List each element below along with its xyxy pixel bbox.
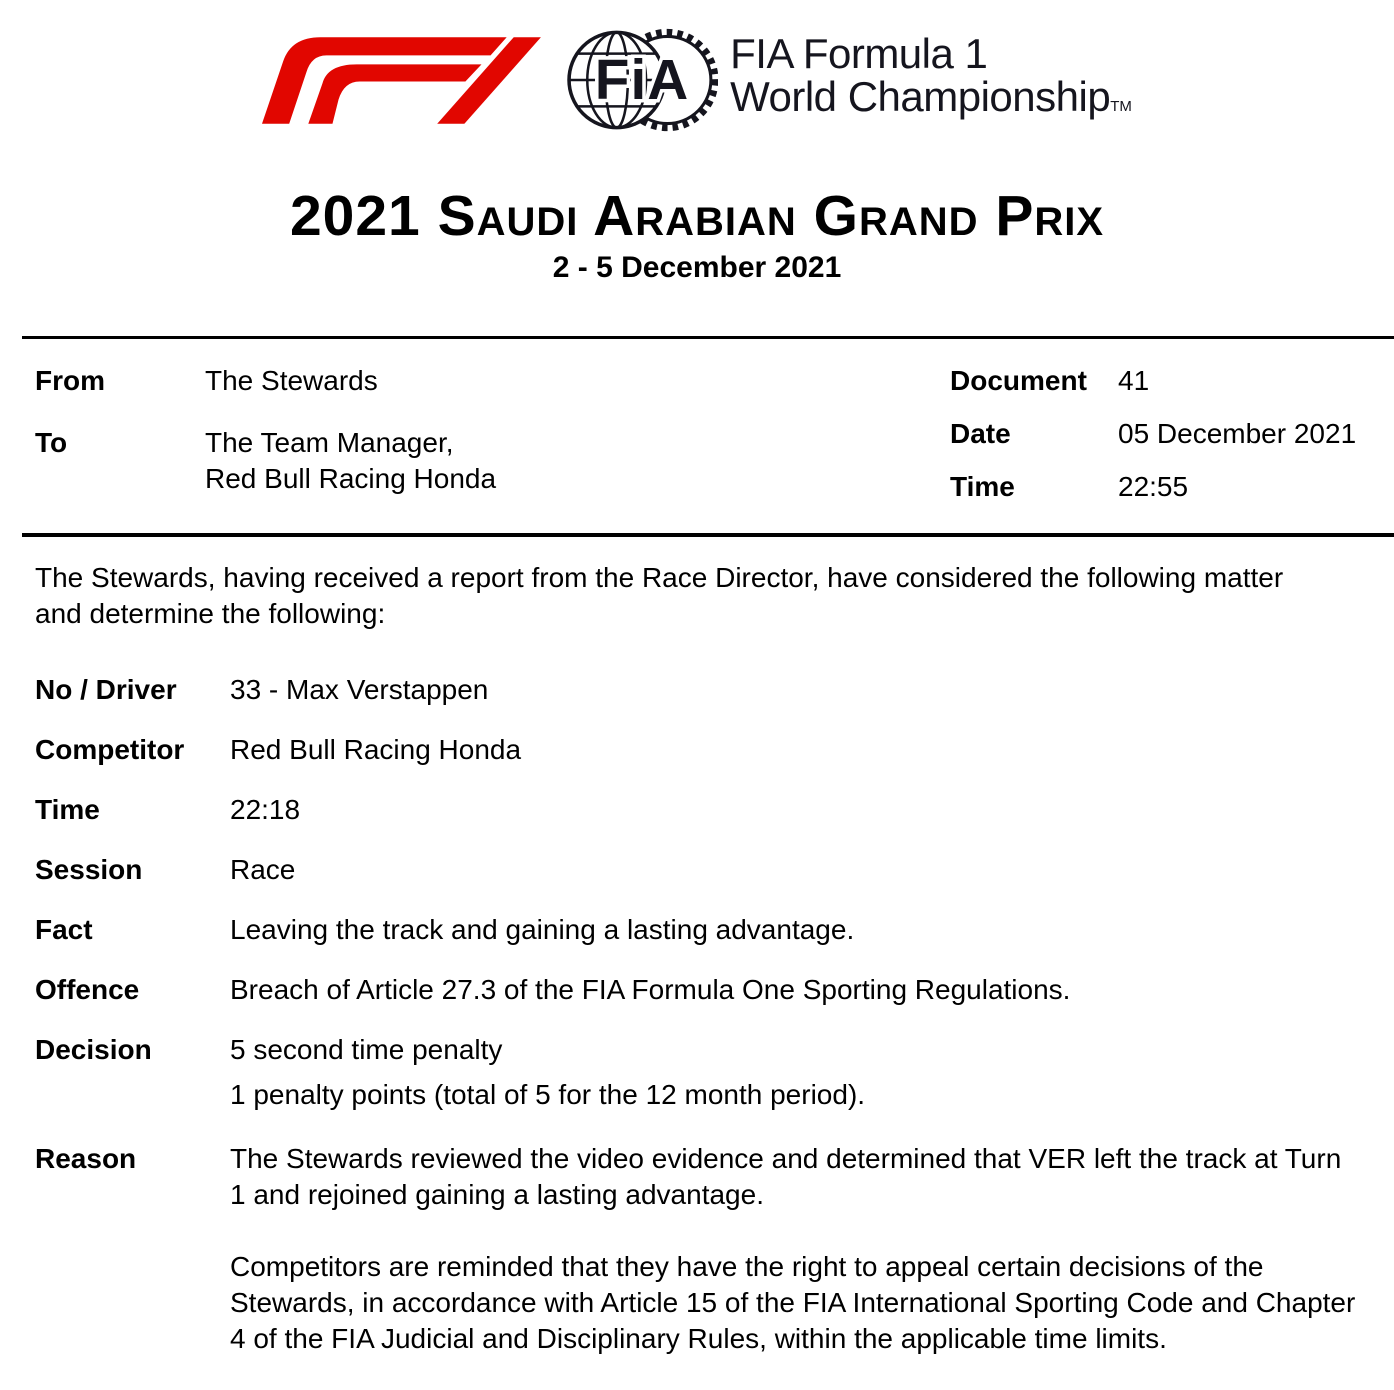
- field-time: Time 22:18: [35, 794, 301, 825]
- date-label: Date: [950, 418, 1011, 449]
- to-label: To: [35, 426, 68, 458]
- event-dates: 2 - 5 December 2021: [552, 251, 842, 284]
- brand-line1: FIA Formula 1: [730, 30, 988, 77]
- from-label: From: [35, 365, 105, 396]
- from-value: The Stewards: [205, 365, 378, 396]
- meta-right: [950, 363, 1394, 505]
- time-label: Time: [950, 471, 1015, 502]
- f1-logo-icon: [262, 30, 554, 131]
- trademark: TM: [1110, 98, 1132, 115]
- brand-line2: World ChampionshipTM: [730, 73, 1132, 120]
- document-value: 41: [1118, 365, 1150, 396]
- decision-line1: 5 second time penalty: [230, 1034, 503, 1065]
- to-value: The Team Manager, Red Bull Racing Honda: [205, 426, 497, 494]
- reason-paragraph-2: Competitors are reminded that they have the right to appeal certain decisions of the Stewards, in accordance with Article 15 of the FIA International Sporting Code and Chapter 4 of the FIA Judicial and Disciplinary Rules, within the applicable time limits.: [230, 1251, 1356, 1354]
- field-offence: Offence Breach of Article 27.3 of the FIA Formula One Sporting Regulations.: [35, 974, 1071, 1005]
- fia-monogram: FiA: [594, 49, 690, 113]
- field-session: Session Race: [35, 854, 296, 885]
- event-title: 2021 Saudi Arabian Grand Prix: [289, 184, 1105, 248]
- field-decision: Decision 5 second time penalty 1 penalty points (total of 5 for the 12 month period).: [35, 1032, 1359, 1113]
- brand-text: [730, 32, 1132, 128]
- meta-left: [35, 363, 496, 505]
- meta-section: [0, 339, 1394, 505]
- decision-content: [0, 560, 1394, 1357]
- field-reason: Reason The Stewards reviewed the video evidence and determined that VER left the track at Turn 1 and rejoined gaining a lasting advantage. Competitors are reminded that they have the right to appeal certain decisions of the Stewards, in accordance with Article 15 of the FIA International Sporting Code and Chapter 4 of the FIA Judicial and Disciplinary Rules, within the applicable time limits.: [35, 1141, 1359, 1357]
- divider-bottom: [22, 533, 1394, 537]
- fia-logo-icon: [566, 27, 718, 133]
- document-label: Document: [950, 365, 1087, 396]
- reason-paragraph-1: The Stewards reviewed the video evidence and determined that VER left the track at Turn 1 and rejoined gaining a lasting advantage.: [230, 1143, 1342, 1210]
- time-value: 22:55: [1118, 471, 1189, 502]
- decision-line2: 1 penalty points (total of 5 for the 12 month period).: [230, 1079, 866, 1110]
- header-logo-row: [0, 24, 1394, 136]
- fia-decision-document: [0, 24, 1394, 1390]
- field-fact: Fact Leaving the track and gaining a lasting advantage.: [35, 914, 855, 945]
- intro-paragraph: The Stewards, having received a report from the Race Director, have considered the following matter and determine the following:: [35, 562, 1284, 629]
- date-value: 05 December 2021: [1118, 418, 1357, 449]
- field-competitor: Competitor Red Bull Racing Honda: [35, 734, 522, 765]
- field-no-driver: No / Driver 33 - Max Verstappen: [35, 674, 489, 705]
